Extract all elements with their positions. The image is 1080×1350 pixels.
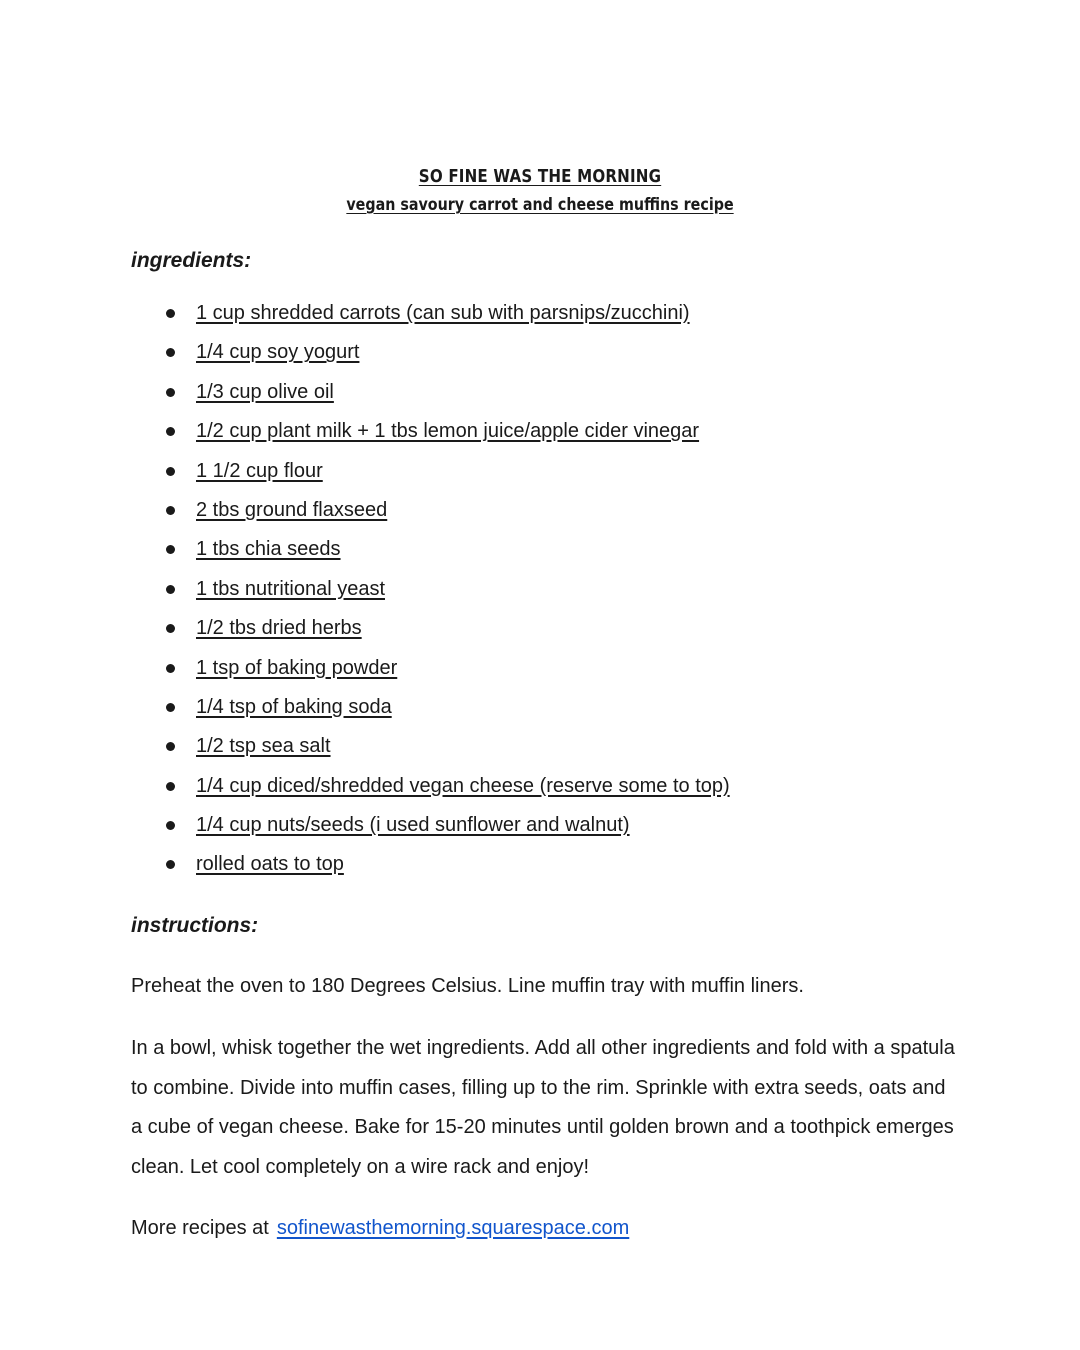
instructions-heading: instructions: — [131, 914, 259, 937]
ingredients-heading: ingredients: — [131, 249, 252, 272]
ingredient-text: 1/4 cup nuts/seeds (i used sunflower and walnut) — [196, 814, 630, 837]
bullet-icon — [166, 860, 175, 869]
bullet-icon — [166, 821, 175, 830]
ingredient-text: 1/4 cup diced/shredded vegan cheese (reserve some to top) — [196, 774, 730, 797]
ingredient-text: 1/2 tsp sea salt — [196, 735, 331, 758]
ingredient-text: 1/2 cup plant milk + 1 tbs lemon juice/apple cider vinegar — [196, 420, 700, 443]
bullet-icon — [166, 427, 175, 436]
list-item — [160, 812, 730, 851]
bullet-icon — [166, 545, 175, 554]
bullet-icon — [166, 742, 175, 751]
instructions-paragraph-2: In a bowl, whisk together the wet ingredients. Add all other ingredients and fold with a spatula to combine. Divide into muffin cases, filling up to the rim. Sprinkle with extra seeds, oats and a cube of vegan cheese. Bake for 15-20 minutes until golden brown and a toothpick emerges clean. Let cool completely on a wire rack and enjoy! — [131, 1037, 955, 1178]
more-recipes-line — [131, 1209, 629, 1249]
bullet-icon — [166, 703, 175, 712]
list-item — [160, 458, 730, 497]
page-subtitle: vegan savoury carrot and cheese muffins recipe — [346, 195, 734, 215]
ingredient-text: 1 tbs nutritional yeast — [196, 577, 385, 600]
bullet-icon — [166, 309, 175, 318]
bullet-icon — [166, 467, 175, 476]
instructions-paragraph-1: Preheat the oven to 180 Degrees Celsius. Line muffin tray with muffin liners. — [131, 975, 804, 997]
list-item — [160, 851, 730, 890]
ingredient-text: 1/4 tsp of baking soda — [196, 695, 392, 718]
list-item — [160, 300, 730, 339]
more-recipes-prefix: More recipes at — [131, 1217, 269, 1239]
list-item — [160, 655, 730, 694]
list-item — [160, 379, 730, 418]
ingredient-text: 1/3 cup olive oil — [196, 380, 334, 403]
bullet-icon — [166, 506, 175, 515]
page-title: SO FINE WAS THE MORNING — [418, 166, 662, 187]
ingredient-text: 1 1/2 cup flour — [196, 459, 323, 482]
ingredient-text: 1 cup shredded carrots (can sub with parsnips/zucchini) — [196, 302, 690, 324]
ingredient-text: 2 tbs ground flaxseed — [196, 498, 388, 521]
bullet-icon — [166, 348, 175, 357]
list-item — [160, 576, 730, 615]
ingredient-text: 1/4 cup soy yogurt — [196, 341, 360, 364]
ingredients-list — [160, 300, 730, 891]
list-item — [160, 536, 730, 575]
list-item — [160, 497, 730, 536]
bullet-icon — [166, 664, 175, 673]
ingredient-text: 1 tsp of baking powder — [196, 656, 398, 679]
list-item — [160, 339, 730, 378]
ingredient-text: 1 tbs chia seeds — [196, 538, 341, 561]
bullet-icon — [166, 388, 175, 397]
bullet-icon — [166, 782, 175, 791]
list-item — [160, 418, 730, 457]
recipes-link[interactable]: sofinewasthemorning.squarespace.com — [276, 1217, 630, 1239]
ingredient-text: rolled oats to top — [196, 853, 344, 876]
bullet-icon — [166, 624, 175, 633]
list-item — [160, 773, 730, 812]
list-item — [160, 694, 730, 733]
list-item — [160, 615, 730, 654]
ingredient-text: 1/2 tbs dried herbs — [196, 617, 362, 640]
list-item — [160, 733, 730, 772]
bullet-icon — [166, 585, 175, 594]
